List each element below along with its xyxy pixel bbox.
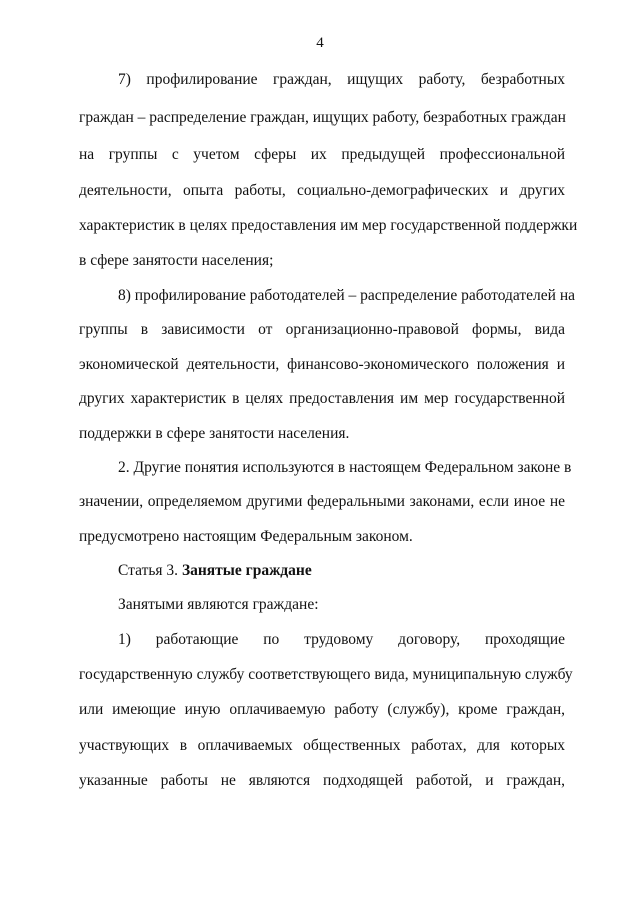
text-line: участвующих в оплачиваемых общественных работах, для которых: [79, 737, 565, 754]
text-line: на группы с учетом сферы их предыдущей профессиональной: [79, 146, 565, 163]
text-line: других характеристик в целях предоставления им мер государственной: [79, 390, 565, 407]
text-line: государственную службу соответствующего вида, муниципальную службу: [79, 666, 573, 683]
text-line: в сфере занятости населения;: [79, 252, 274, 269]
text-line: Занятыми являются граждане:: [118, 596, 319, 613]
text-line: 1) работающие по трудовому договору, проходящие: [118, 631, 565, 648]
text-line: поддержки в сфере занятости населения.: [79, 425, 350, 442]
page-number: 4: [316, 35, 324, 51]
text-line: экономической деятельности, финансово-экономического положения и: [79, 356, 565, 373]
text-line: граждан – распределение граждан, ищущих работу, безработных граждан: [79, 109, 566, 126]
text-line: или имеющие иную оплачиваемую работу (службу), кроме граждан,: [79, 701, 565, 718]
text-line: характеристик в целях предоставления им мер государственной поддержки: [79, 217, 578, 234]
article-heading: [118, 561, 565, 581]
text-line: значении, определяемом другими федеральными законами, если иное не: [79, 493, 565, 510]
text-line: 7) профилирование граждан, ищущих работу, безработных: [118, 71, 565, 88]
article-title: Занятые граждане: [181, 562, 312, 579]
text-line: предусмотрено настоящим Федеральным законом.: [79, 528, 413, 545]
text-line: деятельности, опыта работы, социально-демографических и других: [79, 182, 565, 199]
text-line: указанные работы не являются подходящей работой, и граждан,: [79, 772, 565, 789]
text-line: 2. Другие понятия используются в настоящем Федеральном законе в: [118, 459, 572, 476]
article-number: Статья 3.: [118, 562, 179, 579]
text-line: группы в зависимости от организационно-правовой формы, вида: [79, 321, 565, 338]
text-line: 8) профилирование работодателей – распределение работодателей на: [118, 287, 576, 304]
